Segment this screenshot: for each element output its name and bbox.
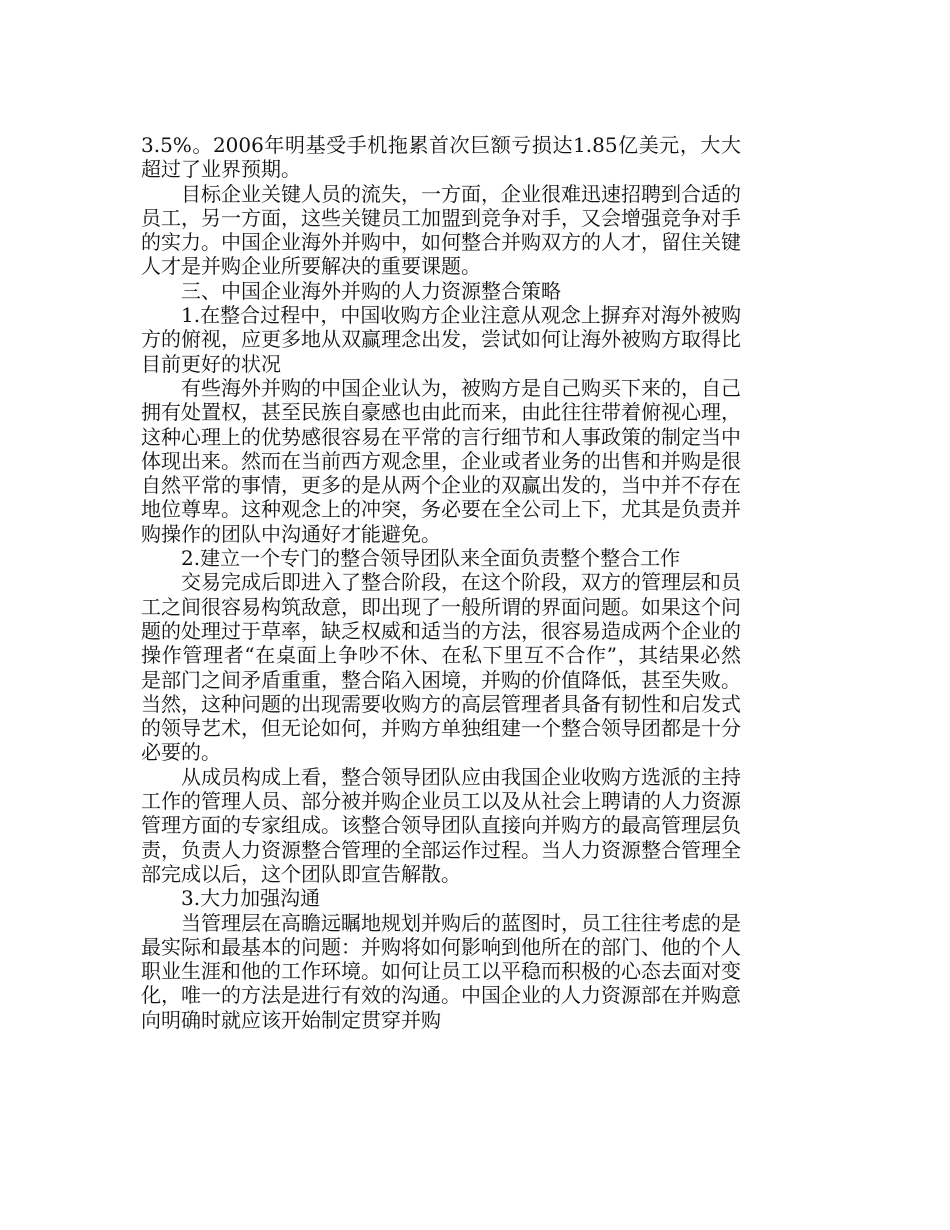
paragraph-integration-team: 交易完成后即进入了整合阶段，在这个阶段，双方的管理层和员工之间很容易构筑敌意，即出现了一般所谓的界面问题。如果这个问题的处理过于草率，缺乏权威和适当的方法，很容易造成两个企业的操作管理者“在桌面上争吵不休、在私下里互不合作”，其结果必然是部门之间矛盾重重，整合陷入困境，并购的价值降低，甚至失败。当然，这种问题的出现需要收购方的高层管理者具备有韧性和启发式的领导艺术，但无论如何，并购方单独组建一个整合领导团都是十分必要的。 <box>141 570 741 765</box>
section-heading-hr-integration: 三、中国企业海外并购的人力资源整合策略 <box>181 278 561 303</box>
paragraph-team-composition: 从成员构成上看，整合领导团队应由我国企业收购方选派的主持工作的管理人员、部分被并购企业员工以及从社会上聘请的人力资源管理方面的专家组成。该整合领导团队直接向并购方的最高管理层负责，负责人力资源整合管理的全部运作过程。当人力资源整合管理全部完成以后，这个团队即宣告解散。 <box>141 764 741 886</box>
strategy-heading-1: 1.在整合过程中，中国收购方企业注意从观念上摒弃对海外被购方的俯视，应更多地从双赢理念出发，尝试如何让海外被购方取得比目前更好的状况 <box>141 303 741 376</box>
strategy-heading-2: 2.建立一个专门的整合领导团队来全面负责整个整合工作 <box>181 546 681 571</box>
paragraph-communication: 当管理层在高瞻远瞩地规划并购后的蓝图时，员工往往考虑的是最实际和最基本的问题：并购将如何影响到他所在的部门、他的个人职业生涯和他的工作环境。如何让员工以平稳而积极的心态去面对变化，唯一的方法是进行有效的沟通。中国企业的人力资源部在并购意向明确时就应该开始制定贯穿并购 <box>141 910 741 1032</box>
document-page <box>141 133 741 1032</box>
strategy-heading-3: 3.大力加强沟通 <box>181 886 321 911</box>
paragraph-intro-continuation: 3.5%。2006年明基受手机拖累首次巨额亏损达1.85亿美元，大大超过了业界预期。 <box>141 133 741 182</box>
paragraph-key-staff-loss: 目标企业关键人员的流失，一方面，企业很难迅速招聘到合适的员工，另一方面，这些关键员工加盟到竞争对手，又会增强竞争对手的实力。中国企业海外并购中，如何整合并购双方的人才，留住关键人才是并购企业所要解决的重要课题。 <box>141 181 741 279</box>
paragraph-mindset: 有些海外并购的中国企业认为，被购方是自己购买下来的，自己拥有处置权，甚至民族自豪感也由此而来，由此往往带着俯视心理，这种心理上的优势感很容易在平常的言行细节和人事政策的制定当中体现出来。然而在当前西方观念里，企业或者业务的出售和并购是很自然平常的事情，更多的是从两个企业的双赢出发的，当中并不存在地位尊卑。这种观念上的冲突，务必要在全公司上下，尤其是负责并购操作的团队中沟通好才能避免。 <box>141 375 741 546</box>
